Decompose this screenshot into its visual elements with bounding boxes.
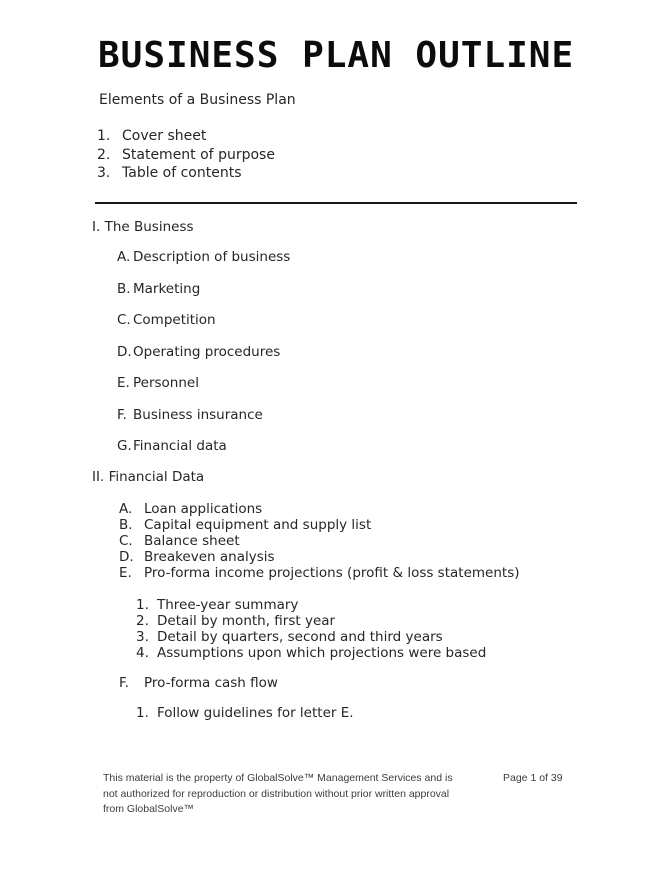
outline-item [119, 533, 520, 549]
item-number: 3. [97, 165, 111, 181]
outline-subitem [136, 613, 520, 629]
item-text: Description of business [133, 249, 291, 265]
item-number: 1. [136, 705, 149, 721]
item-text: Financial data [133, 438, 227, 454]
outline-item [119, 549, 520, 565]
outline-subitem [136, 645, 520, 661]
sublist-e [92, 597, 520, 661]
item-number: 2. [136, 613, 149, 629]
outline-item [92, 675, 520, 692]
section-divider [95, 202, 577, 204]
item-letter: F. [117, 406, 127, 423]
outline-item [119, 501, 520, 517]
outline-subitem [136, 597, 520, 613]
item-letter: F. [119, 675, 129, 691]
item-text: Cover sheet [122, 128, 207, 144]
item-text: Breakeven analysis [144, 549, 275, 565]
item-text: Three-year summary [157, 597, 299, 613]
section-heading [92, 219, 290, 236]
section-numeral: I. [92, 219, 101, 235]
item-letter: E. [117, 375, 130, 391]
page-number: Page 1 of 39 [503, 772, 563, 784]
outline-item [117, 375, 290, 392]
item-letter: D. [119, 549, 134, 565]
item-number: 4. [136, 645, 149, 661]
footer-disclaimer [103, 771, 453, 818]
item-text: Pro-forma income projections (profit & loss statements) [144, 565, 520, 581]
intro-item [97, 127, 275, 146]
item-number: 1. [136, 597, 149, 613]
item-letter: D. [117, 343, 132, 360]
outline-item [117, 438, 290, 455]
section-heading [92, 469, 520, 486]
outline-item [117, 312, 290, 329]
outline-subitem [136, 705, 520, 721]
item-text: Operating procedures [133, 343, 281, 360]
outline-item [117, 281, 290, 298]
item-text: Pro-forma cash flow [144, 675, 278, 691]
item-text: Personnel [133, 375, 199, 391]
document-subtitle: Elements of a Business Plan [99, 92, 296, 108]
sublist-f [92, 705, 520, 721]
document-title: BUSINESS PLAN OUTLINE [98, 35, 575, 76]
outline-item [117, 407, 290, 424]
item-letter: C. [117, 312, 131, 328]
section-title: Financial Data [108, 469, 205, 485]
item-number: 1. [97, 128, 111, 144]
item-letter: E. [119, 565, 132, 581]
disclaimer-line: This material is the property of GlobalSolve™ Management Services and is [103, 772, 453, 784]
outline-item [119, 517, 520, 533]
item-text: Capital equipment and supply list [144, 517, 372, 533]
section-numeral: II. [92, 469, 105, 485]
item-text: Table of contents [122, 165, 242, 181]
intro-list [97, 127, 275, 183]
item-text: Detail by quarters, second and third years [157, 629, 443, 645]
item-text: Detail by month, first year [157, 613, 336, 629]
outline-subitem [136, 629, 520, 645]
intro-item [97, 146, 275, 165]
outline-item [119, 565, 520, 581]
intro-item [97, 164, 275, 183]
section-title: The Business [104, 219, 194, 235]
item-letter: C. [119, 533, 133, 549]
disclaimer-line: from GlobalSolve™ [103, 803, 195, 815]
item-text: Balance sheet [144, 533, 240, 549]
item-text: Loan applications [144, 501, 263, 517]
item-letter: B. [117, 280, 131, 297]
item-text: Follow guidelines for letter E. [157, 705, 354, 721]
item-letter: A. [117, 249, 131, 265]
item-letter: A. [119, 501, 133, 517]
section-financial-data [92, 469, 520, 721]
section-items [92, 249, 290, 455]
item-text: Statement of purpose [122, 146, 275, 163]
disclaimer-line: not authorized for reproduction or distribution without prior written approval [103, 787, 450, 800]
item-number: 3. [136, 629, 149, 645]
section-the-business [92, 219, 290, 470]
item-text: Marketing [133, 280, 201, 297]
item-text: Assumptions upon which projections were based [157, 645, 487, 661]
item-letter: B. [119, 517, 133, 533]
outline-item [117, 249, 290, 266]
item-number: 2. [97, 146, 111, 163]
item-letter: G. [117, 438, 132, 454]
item-text: Business insurance [133, 406, 263, 423]
item-text: Competition [133, 312, 216, 328]
section-items [92, 501, 520, 581]
outline-item [117, 344, 290, 361]
